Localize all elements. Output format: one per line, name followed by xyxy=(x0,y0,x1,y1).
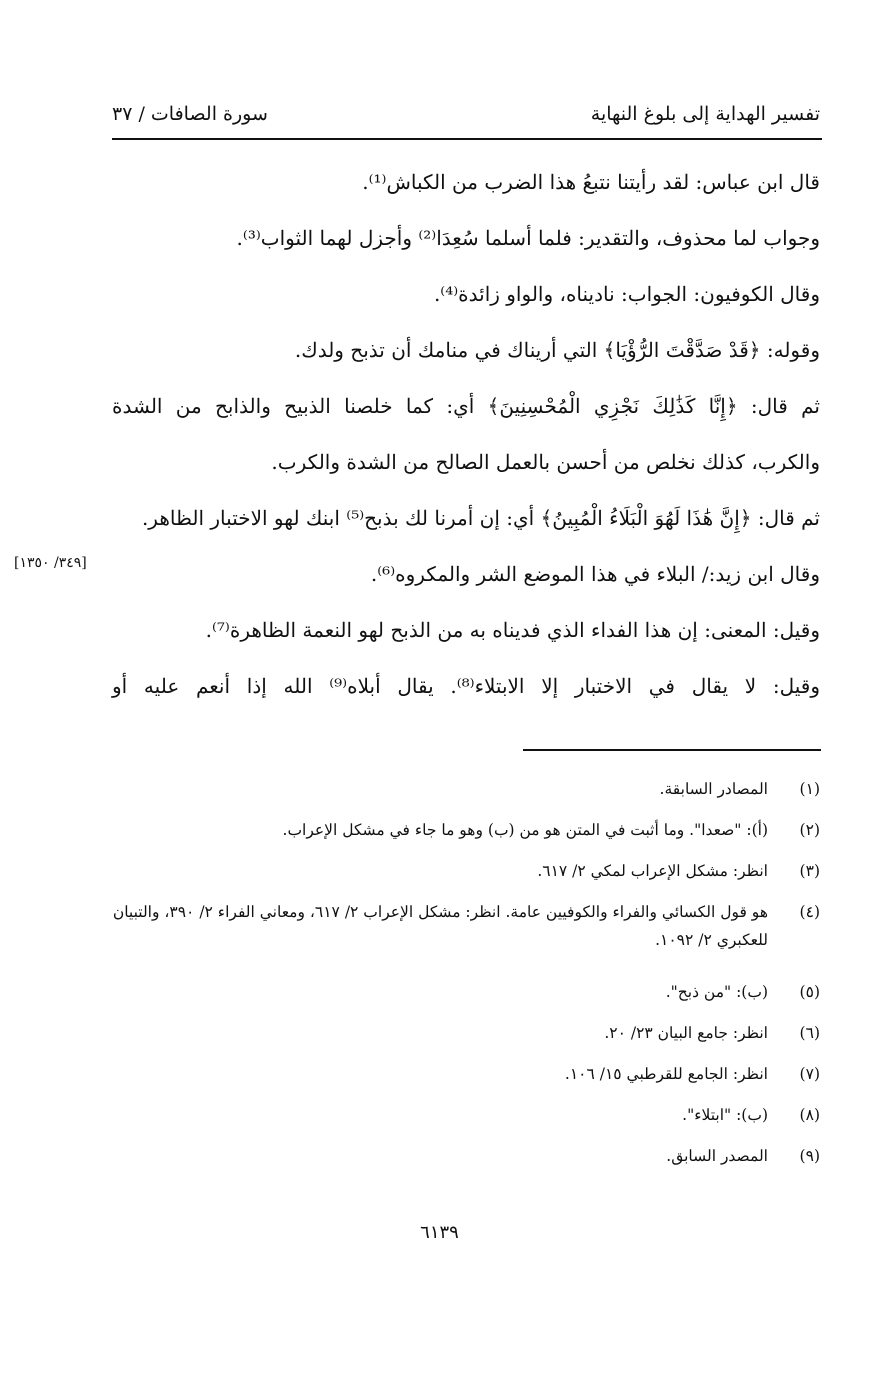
footnotes xyxy=(112,775,820,1183)
footnote-number: (٨) xyxy=(799,1106,820,1124)
footnote xyxy=(112,898,820,978)
footnote xyxy=(112,857,820,898)
footnote xyxy=(112,1060,820,1101)
text-line: وقيل: المعنى: إن هذا الفداء الذي فديناه به من الذبح لهو النعمة الظاهرة⁽⁷⁾. xyxy=(205,618,820,642)
text-line: وقال ابن زيد:/ البلاء في هذا الموضع الشر والمكروه⁽⁶⁾. xyxy=(370,562,820,586)
footnote-text: المصادر السابقة. xyxy=(659,780,768,798)
text-line: قال ابن عباس: لقد رأيتنا نتبعُ هذا الضرب من الكباش⁽¹⁾. xyxy=(362,170,820,194)
footnote-text: (ب): "ابتلاء". xyxy=(682,1106,768,1124)
footnote-text: (ب): "من ذبح". xyxy=(665,983,768,1001)
footnote-text: المصدر السابق. xyxy=(666,1147,768,1165)
footnote-number: (٤) xyxy=(799,903,820,921)
footnote-number: (٧) xyxy=(799,1065,820,1083)
footnote-number: (٩) xyxy=(799,1147,820,1165)
footnote xyxy=(112,1019,820,1060)
footnote xyxy=(112,1142,820,1183)
text-line: وقوله: ﴿قَدْ صَدَّقْتَ الرُّؤْيَا﴾ التي أريناك في منامك أن تذبح ولدك. xyxy=(294,338,820,362)
text-line: وقال الكوفيون: الجواب: ناديناه، والواو زائدة⁽⁴⁾. xyxy=(433,282,820,306)
footnote xyxy=(112,775,820,816)
footnote-number: (٦) xyxy=(799,1024,820,1042)
text-line: وجواب لما محذوف، والتقدير: فلما أسلما سُعِدَا⁽²⁾ وأجزل لهما الثواب⁽³⁾. xyxy=(236,226,820,250)
footnote-number: (٥) xyxy=(799,983,820,1001)
footnote-text: انظر: جامع البيان ٢٣/ ٢٠. xyxy=(604,1024,768,1042)
book-title: تفسير الهداية إلى بلوغ النهاية xyxy=(590,103,820,125)
page-number: ٦١٣٩ xyxy=(420,1222,459,1243)
text-line: ثم قال: ﴿إِنَّا كَذَٰلِكَ نَجْزِي الْمُحْسِنِينَ﴾ أي: كما خلصنا الذبيح والذابح من الشدة xyxy=(112,394,820,418)
footnote-number: (٣) xyxy=(799,862,820,880)
text-line: ثم قال: ﴿إِنَّ هَٰذَا لَهُوَ الْبَلَاءُ الْمُبِينُ﴾ أي: إن أمرنا لك بذبح⁽⁵⁾ ابنك لهو الاختبار الظاهر. xyxy=(141,506,820,530)
footnote xyxy=(112,978,820,1019)
footnote xyxy=(112,816,820,857)
main-text xyxy=(112,160,820,720)
footnote-number: (١) xyxy=(799,780,820,798)
footnote-text: انظر: مشكل الإعراب لمكي ٢/ ٦١٧. xyxy=(537,862,768,880)
manuscript-folio-note: [٣٤٩/ ١٣٥٠] xyxy=(14,555,87,571)
footnote-number: (٢) xyxy=(799,821,820,839)
text-line: والكرب، كذلك نخلص من أحسن بالعمل الصالح من الشدة والكرب. xyxy=(271,450,820,474)
surah-label: سورة الصافات / ٣٧ xyxy=(112,103,268,125)
text-line: وقيل: لا يقال في الاختبار إلا الابتلاء⁽⁸⁾. يقال أبلاه⁽⁹⁾ الله إذا أنعم عليه أو xyxy=(112,674,820,698)
running-header xyxy=(112,96,820,132)
footnote-text: هو قول الكسائي والفراء والكوفيين عامة. انظر: مشكل الإعراب ٢/ ٦١٧، ومعاني الفراء ٢/ ٣٩٠، والتبيان للعكبري ٢/ ١٠٩٢. xyxy=(112,903,768,949)
footnote xyxy=(112,1101,820,1142)
footnote-text: (أ): "صعدا". وما أثبت في المتن هو من (ب) وهو ما جاء في مشكل الإعراب. xyxy=(282,821,768,839)
footnote-text: انظر: الجامع للقرطبي ١٥/ ١٠٦. xyxy=(564,1065,768,1083)
header-rule xyxy=(112,138,822,140)
footnote-separator xyxy=(523,749,821,751)
